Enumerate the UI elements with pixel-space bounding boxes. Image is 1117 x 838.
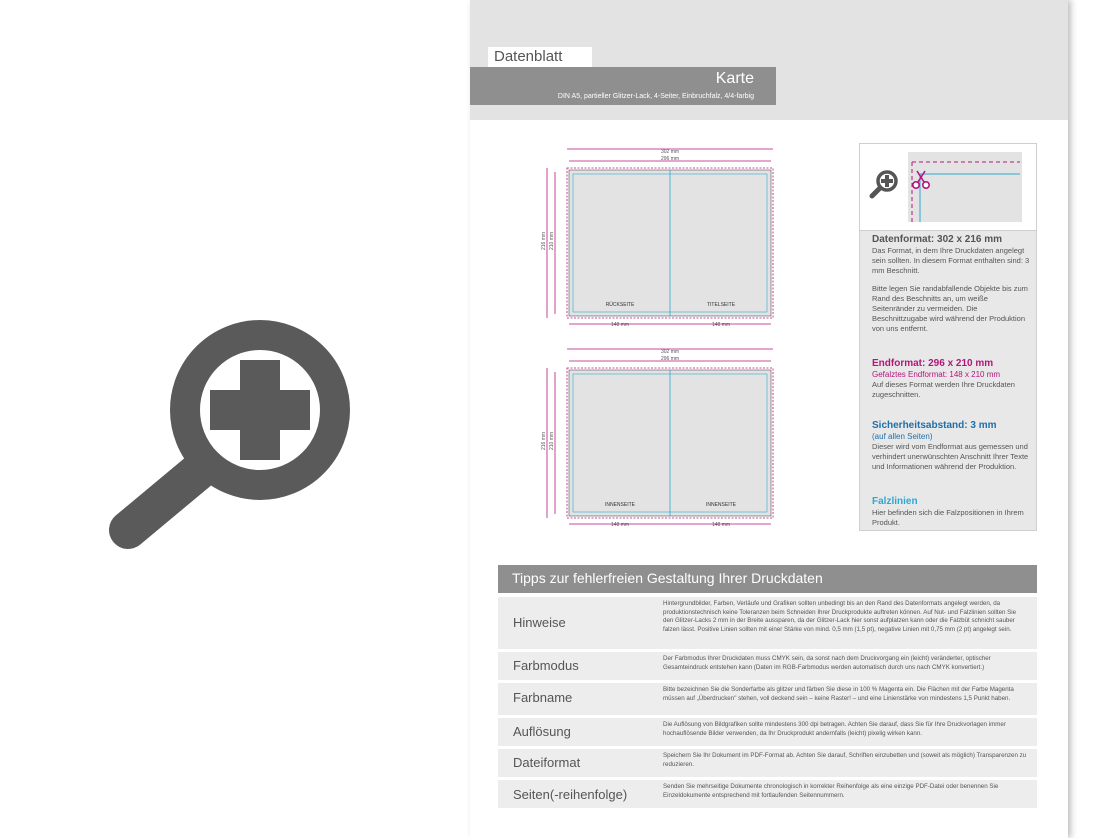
tip-text: Hintergrundbilder, Farben, Verläufe und Grafiken sollten unbedingt bis an den Rand des Datenformats angelegt werden, da produktionstechnisch keine Toleranzen beim Schneiden Ihrer Druckprodukte auftreten können. Auf Nut- und Falzlinien sollten Sie den Glitzer-Lacks 2 mm in der Breite aussparen, da der Glitzer-Lack hier sonst aufplatzen kann oder die Falzbüt schnicht sauber falzen lässt. Positive Linien sollten mit einer Stärke von mind. 0,5 mm (1,5 pt), negative Linien mit 0,75 mm (2 pt) angelegt sein.	[663, 600, 1017, 633]
tip-row-hinweise	[498, 597, 1037, 649]
falz-section	[872, 496, 1032, 528]
tip-text: Senden Sie mehrseitige Dokumente chronologisch in korrekter Reihenfolge als eine einzige PDF-Datei oder benennen Sie Einzeldokumente entsprechend mit fortlaufenden Seitennummern.	[663, 783, 999, 799]
datasheet-page	[470, 0, 1068, 838]
bottom-right-width: 148 mm	[711, 522, 731, 528]
tip-label: Dateiformat	[513, 755, 581, 770]
datenformat-title: Datenformat: 302 x 216 mm	[872, 234, 1003, 245]
sicherheit-section	[872, 420, 1032, 472]
bottom-left-label: INNENSEITE	[604, 502, 636, 508]
falz-text: Hier befinden sich die Falzpositionen in Ihrem Produkt.	[872, 508, 1024, 527]
product-subtitle: DIN A5, partieller Glitzer-Lack, 4-Seiter, Einbruchfalz, 4/4-farbig	[557, 93, 754, 100]
top-spread	[541, 149, 773, 328]
bottom-width-inner: 296 mm	[660, 356, 680, 362]
datenformat-text-2: Bitte legen Sie randabfallende Objekte bis zum Rand des Beschnitts an, um weiße Seitenränder zu vermeiden. Die Beschnittzugabe wird während der Produktion von uns entfernt.	[872, 284, 1028, 333]
endformat-text: Auf dieses Format werden Ihre Druckdaten zugeschnitten.	[872, 380, 1015, 399]
top-height-inner: 210 mm	[549, 231, 555, 250]
tip-row-farbmodus	[498, 652, 1037, 680]
tip-label: Farbname	[513, 690, 573, 705]
tip-text: Der Farbmodus Ihrer Druckdaten muss CMYK sein, da sonst nach dem Druckvorgang ein (leicht) veränderter, optischer Gesamteindruck entstehen kann (Daten im RGB-Farbmodus werden automatisch durch uns nach CMYK konvertiert.)	[663, 655, 991, 671]
magnifier-icon[interactable]	[872, 172, 896, 196]
endformat-section	[872, 358, 1032, 400]
tip-label: Farbmodus	[513, 658, 579, 673]
datasheet-tag: Datenblatt	[488, 47, 592, 68]
top-width-outer: 302 mm	[660, 149, 680, 155]
tip-label: Hinweise	[513, 615, 566, 630]
tips-heading-bar	[498, 565, 1037, 593]
legend-box	[859, 143, 1037, 531]
bottom-height-outer: 216 mm	[541, 431, 547, 450]
top-left-width: 148 mm	[610, 322, 630, 328]
tip-row-seiten	[498, 780, 1037, 808]
bottom-spread	[541, 349, 773, 528]
top-right-width: 148 mm	[711, 322, 731, 328]
zoom-in-icon[interactable]	[100, 305, 360, 555]
tip-row-dateiformat	[498, 749, 1037, 777]
tip-row-farbname	[498, 683, 1037, 715]
tip-row-aufloesung	[498, 718, 1037, 746]
legend-preview	[860, 144, 1036, 231]
tip-text: Bitte bezeichnen Sie die Sonderfarbe als glitzer und färben Sie diese in 100 % Magenta ein. Die Flächen mit der Farbe Magenta müssen auf „Überdrucken" stehen, voll deckend sein – keine Raster! – und eine Linienstärke von mindestens 1,5 Punkt haben.	[663, 686, 1014, 702]
sicherheit-text: Dieser wird vom Endformat aus gemessen und verhindert unerwünschten Anschnitt Ihrer Texte und Informationen während der Produktion.	[872, 442, 1029, 471]
bottom-width-outer: 302 mm	[660, 349, 680, 355]
tip-label: Seiten(-reihenfolge)	[513, 787, 628, 802]
top-height-outer: 216 mm	[541, 231, 547, 250]
sicherheit-title: Sicherheitsabstand: 3 mm	[872, 420, 997, 431]
endformat-subtitle: Gefalztes Endformat: 148 x 210 mm	[872, 370, 1001, 379]
top-right-label: TITELSEITE	[706, 302, 736, 308]
bottom-right-label: INNENSEITE	[705, 502, 737, 508]
tip-text: Speichern Sie Ihr Dokument im PDF-Format ab. Achten Sie darauf, Schriften einzubetten und (soweit als möglich) Transparenzen zu reduzieren.	[663, 752, 1027, 768]
falz-title: Falzlinien	[872, 496, 918, 507]
endformat-title: Endformat: 296 x 210 mm	[872, 358, 994, 369]
datenformat-section	[872, 234, 1032, 334]
tip-text: Die Auflösung von Bildgrafiken sollte mindestens 300 dpi betragen. Achten Sie darauf, dass Sie für Ihre Druckvorlagen immer hochauflösende Bilder verwenden, da Ihr Druckprodukt andernfalls (leicht) pixelig wirken kann.	[663, 721, 1006, 737]
product-title: Karte	[715, 70, 754, 87]
datenformat-text: Das Format, in dem Ihre Druckdaten angelegt sein sollten. In diesem Format enthalten sind: 3 mm Beschnitt.	[872, 246, 1030, 275]
bottom-height-inner: 210 mm	[549, 431, 555, 450]
title-bar	[470, 67, 776, 105]
bottom-left-width: 148 mm	[610, 522, 630, 528]
tip-label: Auflösung	[513, 724, 571, 739]
top-left-label: RÜCKSEITE	[605, 302, 635, 308]
format-diagram	[540, 140, 780, 530]
tips-heading: Tipps zur fehlerfreien Gestaltung Ihrer Druckdaten	[512, 570, 823, 586]
top-width-inner: 296 mm	[660, 156, 680, 162]
sicherheit-subtitle: (auf allen Seiten)	[872, 432, 933, 441]
